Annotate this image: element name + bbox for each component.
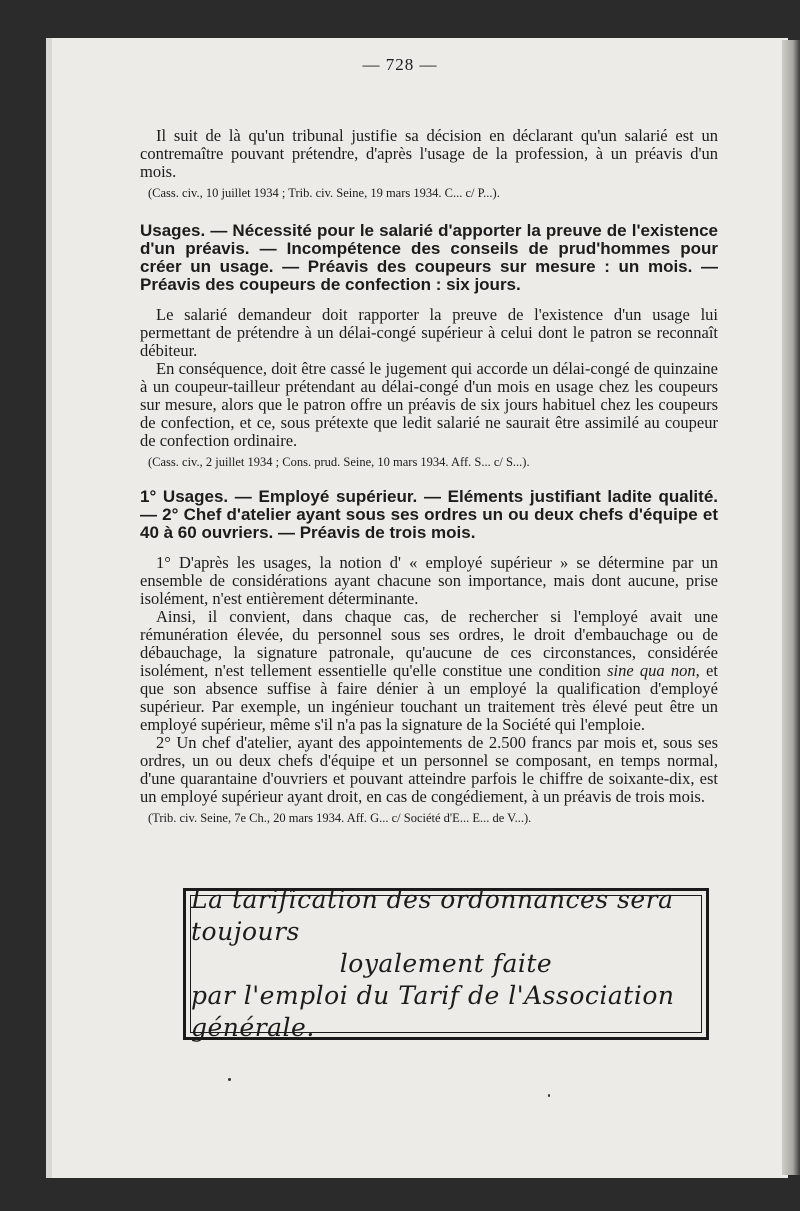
notice-line: par l'emploi du Tarif de l'Association générale. bbox=[191, 981, 675, 1042]
notice-line: La tarification des ordonnances sera toujours bbox=[191, 885, 674, 946]
paragraph: En conséquence, doit être cassé le jugement qui accorde un délai-congé de quinzaine à un coupeur-tailleur prétendant au délai-congé d'un mois en usage chez les coupeurs sur mesure, alors que le patron offre un préavis de six jours habituel chez les coupeurs de confection, et ce, sous prétexte que ledit salarié ne saurait être assimilé au coupeur de confection ordinaire. bbox=[140, 359, 718, 450]
paragraph: 1° D'après les usages, la notion d' « employé supérieur » se détermine par un ensemble de considérations ayant chacune son importance, mais dont aucune, prise isolément, n'est entièrement déterminante. bbox=[140, 553, 718, 608]
section-usages-preuve bbox=[140, 222, 718, 470]
speck bbox=[228, 1078, 231, 1081]
section-heading: Usages. — Nécessité pour le salarié d'apporter la preuve de l'existence d'un préavis. — Incompétence des conseils de prud'hommes pour créer un usage. — Préavis des coupeurs sur mesure : un mois. — Préavis des coupeurs de confection : six jours. bbox=[140, 221, 718, 294]
section-contremaitre bbox=[140, 127, 718, 201]
paragraph: Le salarié demandeur doit rapporter la preuve de l'existence d'un usage lui permettant de prétendre à un délai-congé supérieur à celui dont le patron se reconnaît débiteur. bbox=[140, 305, 718, 360]
paragraph-text: , et que son absence suffise à faire dénier à un employé la qualification d'employé supérieur. Par exemple, un ingénieur touchant un traitement très élevé peut être un employé supérieur, même s'il n'a pas la signature de la Société qui l'emploie. bbox=[140, 661, 718, 734]
paragraph: 2° Un chef d'atelier, ayant des appointements de 2.500 francs par mois et, sous ses ordres, un ou deux chefs d'équipe et un personnel se composant, en temps normal, d'une quarantaine d'ouvriers et pouvant atteindre parfois le chiffre de soixante-dix, est un employé supérieur ayant droit, en cas de congédiement, à un préavis de trois mois. bbox=[140, 733, 718, 806]
speck bbox=[548, 1094, 550, 1097]
citation: (Cass. civ., 2 juillet 1934 ; Cons. prud. Seine, 10 mars 1934. Aff. S... c/ S...). bbox=[148, 455, 530, 469]
page-edge bbox=[782, 40, 800, 1175]
paragraph: Il suit de là qu'un tribunal justifie sa décision en déclarant qu'un salarié est un contremaître pouvant prétendre, d'après l'usage de la profession, à un préavis d'un mois. bbox=[140, 126, 718, 181]
latin-phrase: sine qua non bbox=[607, 661, 696, 680]
notice-line: loyalement faite bbox=[339, 949, 553, 978]
section-heading: 1° Usages. — Employé supérieur. — Eléments justifiant ladite qualité. — 2° Chef d'atelier ayant sous ses ordres un ou deux chefs d'équipe et 40 à 60 ouvriers. — Préavis de trois mois. bbox=[140, 487, 718, 542]
notice-box-inner bbox=[190, 885, 702, 1042]
notice-box bbox=[183, 885, 709, 1042]
page-number: — 728 — bbox=[362, 55, 438, 74]
paragraph-text: Ainsi, il convient, dans chaque cas, de rechercher si l'employé avait une rémunération élevée, du personnel sous ses ordres, le droit d'embauchage ou de débauchage, la signature patronale, qu'aucune de ces circonstances, considérée isolément, n'est tellement essentielle qu'elle constitue une condition bbox=[140, 607, 718, 680]
section-employe-superieur bbox=[140, 488, 718, 826]
citation: (Cass. civ., 10 juillet 1934 ; Trib. civ. Seine, 19 mars 1934. C... c/ P...). bbox=[148, 186, 500, 200]
paragraph bbox=[140, 608, 718, 734]
citation: (Trib. civ. Seine, 7e Ch., 20 mars 1934. Aff. G... c/ Société d'E... E... de V...). bbox=[148, 811, 532, 825]
